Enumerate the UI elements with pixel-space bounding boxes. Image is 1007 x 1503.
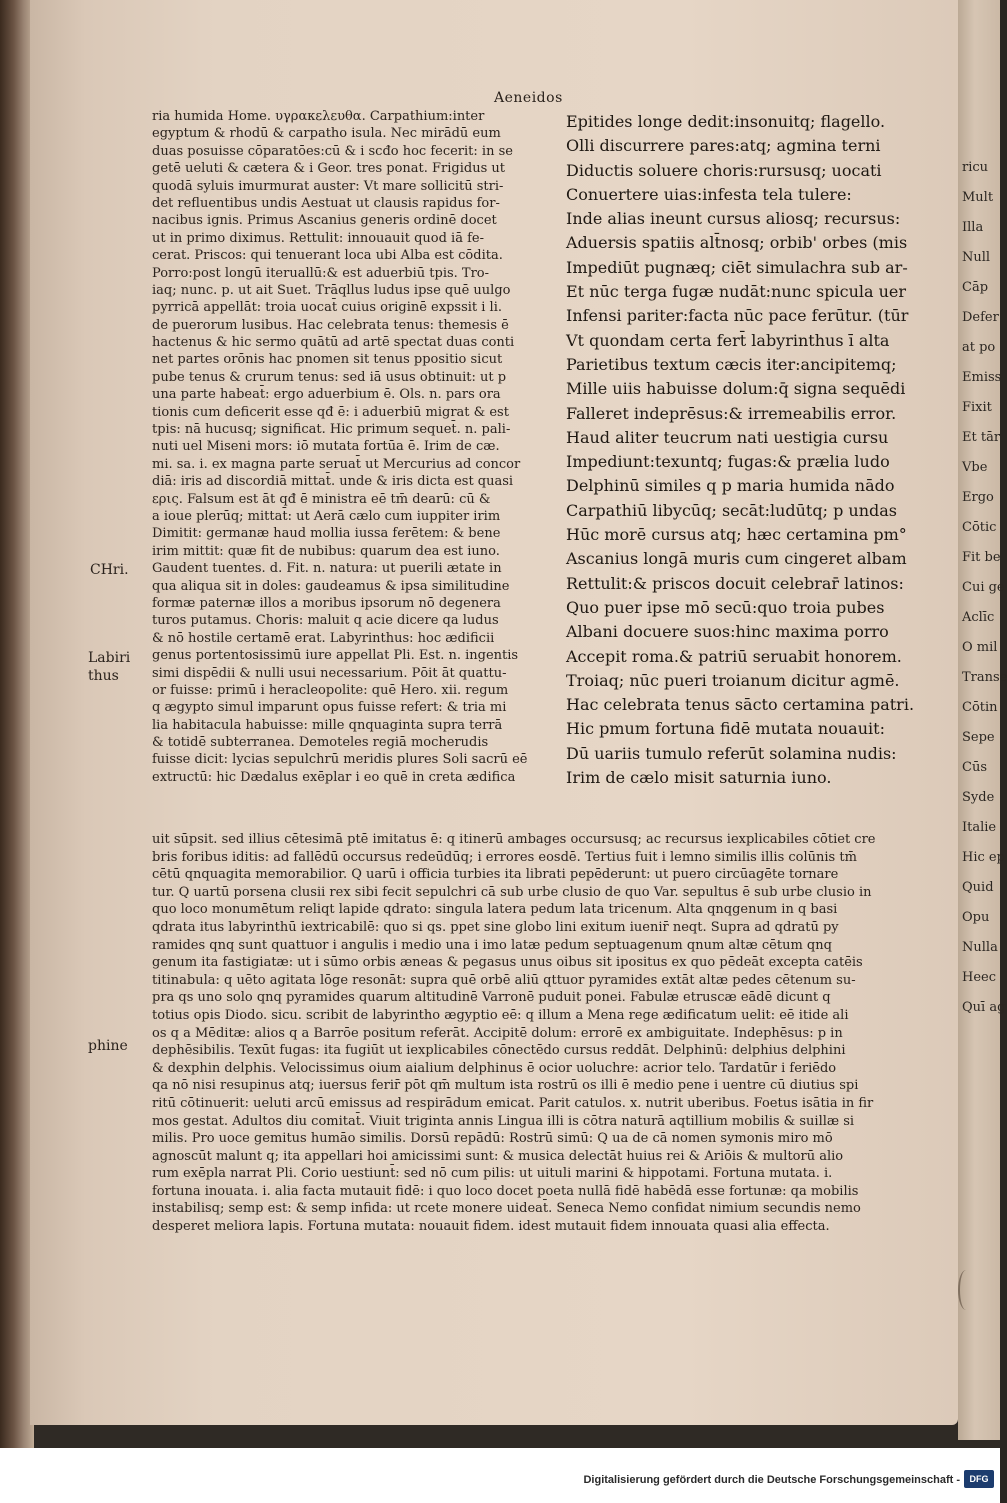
commentary-line: pyrricā appellāt: troia uocat̄ cuius originē expssit i li. — [152, 300, 503, 316]
marginal-note-chri: CHri. — [90, 562, 129, 578]
next-page-fragment: Cōtin — [962, 700, 998, 715]
verse-line: Infensi pariter:facta nūc pace ferūtur. (tūr — [566, 306, 909, 326]
commentary-line: net partes orōnis hac pnomen sit tenus ppositio sicut — [152, 352, 503, 368]
verse-line: Hūc morē cursus atq; hæc certamina pm° — [566, 525, 907, 545]
next-page-fragment: Heec — [962, 970, 997, 985]
verse-line: Ascanius longā muris cum cingeret albam — [566, 549, 907, 569]
commentary-line: nuti uel Miseni mors: iō mutata fortūa ē. Irim de cæ. — [152, 439, 500, 455]
commentary-continuation-line: uit sūpsit. sed illius cētesimā ptē imitatus ē: q itinerū ambages occursusq; ac recursus iexplicabiles cōtiet cre — [152, 832, 876, 847]
verse-line: Rettulit:& priscos docuit celebrar̄ latinos: — [566, 573, 904, 593]
commentary-line: q ægypto simul imparunt opus fuisse refert: & tria mi — [152, 700, 507, 716]
commentary-continuation-line: os q a Mēditæ: alios q a Barrōe positum referāt. Accipitē dolum: errorē ex ambiguitate. Indephēsus: p in — [152, 1025, 843, 1041]
verse-line: Hic pmum fortuna fidē mutata nouauit: — [566, 719, 885, 739]
digitization-credit: Digitalisierung gefördert durch die Deutsche Forschungsgemeinschaft - — [583, 1474, 960, 1486]
next-page-fragment: Transe — [962, 670, 1007, 685]
next-page-fragment: Italie — [962, 820, 997, 835]
commentary-line: or fuisse: primū i heracleopolite: quē Hero. xii. regum — [152, 682, 509, 698]
verse-line: Quo puer ipse mō secū:quo troia pubes — [566, 597, 885, 617]
marginal-note-labirinthus-1: Labiri — [88, 650, 131, 666]
next-page-fragment: Hic ep — [962, 850, 1005, 865]
verse-line: Albani docuere suos:hinc maxima porro — [566, 622, 889, 642]
commentary-line: Gaudent tuentes. d. Fit. n. natura: ut puerili ætate in — [152, 561, 502, 577]
commentary-line: fuisse dicit: lycias sepulchrū meridis plures Soli sacrū eē — [152, 752, 528, 768]
commentary-line: diā: iris ad discordiā mittat̄. unde & iris dicta est quasi — [152, 474, 514, 490]
verse-line: Inde alias ineunt cursus aliosq; recursus: — [566, 209, 901, 229]
commentary-continuation-line: fortuna inouata. i. alia facta mutauit fidē: i quo loco docet poeta nullā fidē habēdā esse fortunæ: qa mobilis — [152, 1183, 859, 1199]
verse-line: Diductis soluere choris:rursusq; uocati — [566, 160, 882, 180]
commentary-line: quodā syluis imurmurat auster: Vt mare sollicitū stri- — [152, 178, 504, 194]
running-header: Aeneidos — [494, 90, 563, 106]
commentary-line: getē ueluti & cætera & i Geor. tres ponat. Frigidus ut — [152, 161, 506, 177]
commentary-line: qua aliqua sit in doles: gaudeamus & ipsa similitudine — [152, 578, 510, 594]
commentary-line: ut in primo diximus. Rettulit: innouauit quod iā fe- — [152, 230, 484, 246]
commentary-line: iaq; nunc. p. ut ait Suet. Trāqllus ludus ipse quē uulgo — [152, 282, 511, 298]
next-page-fragment: Opu — [962, 910, 990, 925]
commentary-line: turos putamus. Choris: maluit q acie dicere qa ludus — [152, 613, 499, 629]
next-page-fragment: Defer — [962, 310, 999, 325]
verse-line: Mille uiis habuisse dolum:q̄ signa sequēdi — [566, 379, 906, 399]
verse-line: Haud aliter teucrum nati uestigia cursu — [566, 427, 889, 447]
commentary-line: lia habitacula habuisse: mille qnquaginta supra terrā — [152, 717, 503, 733]
next-page-fragment: Cui ge — [962, 580, 1005, 595]
marginal-note-labirinthus-2: thus — [88, 668, 119, 684]
next-page-fragment: Null — [962, 250, 991, 265]
commentary-line: egyptum & rhodū & carpatho isula. Nec mirādū eum — [152, 126, 501, 142]
commentary-continuation-line: quo loco monumētum reliqt lapide qdrato: singula latera pedum lata tricenum. Alta qnqgenum in q basi — [152, 902, 838, 918]
commentary-line: det refluentibus undis Aestuat ut clausis rapidus for- — [152, 195, 500, 211]
commentary-continuation-line: ritū cōtinuerit: ueluti arcū emissus ad respirādum emicat. Parit catulos. x. nutrit uberibus. Foetus isātia in fir — [152, 1095, 874, 1111]
commentary-continuation-line: mos gestat. Adultos diu comitat̄. Viuit triginta annis Lingua illi is cōtra naturā aqtillium mobilis & suillæ si — [152, 1113, 855, 1129]
commentary-line: genus portentosissimū iure appellat Pli. Est. n. ingentis — [152, 648, 519, 664]
commentary-line: & totidē subterranea. Demoteles regiā mocherudis — [152, 735, 489, 751]
next-page-edge — [958, 0, 1007, 1440]
next-page-fragment: Vbe — [962, 460, 988, 475]
next-page-fragment: Cōtic — [962, 520, 997, 535]
commentary-line: hactenus & hic sermo quātū ad artē spectat duas conti — [152, 335, 515, 351]
next-page-fragment: Syde — [962, 790, 995, 805]
commentary-line: cerat. Priscos: qui tenuerant loca ubi Alba est cōdita. — [152, 248, 503, 264]
commentary-line: ερις. Falsum est āt qđ ē ministra eē tm̄ dearū: cū & — [152, 491, 491, 507]
commentary-continuation-line: instabilisq; semp est: & semp infida: ut rcete monere uideat̄. Seneca Nemo confidat nimium secundis nemo — [152, 1201, 861, 1217]
commentary-line: simi dispēdii & nulli usui necessarium. Pōit āt quattu- — [152, 665, 507, 681]
verse-line: Troiaq; nūc pueri troianum dicitur agmē. — [566, 670, 900, 690]
commentary-continuation-line: genum ita fastigiatæ: ut i sūmo orbis æneas & pegasus unus oibus sit ipositus ex quo pēdeāt excepta catēis — [152, 955, 863, 971]
verse-line: Carpathiū libycūq; secāt:ludūtq; p undas — [566, 500, 897, 520]
commentary-continuation-line: totius opis Diodo. sicu. scribit de labyrintho ægyptio eē: q illum a Mena rege ædificatum uelit: eē itide ali — [152, 1007, 849, 1023]
verse-line: Falleret indeprēsus:& irremeabilis error. — [566, 403, 897, 423]
commentary-line: mi. sa. i. ex magna parte seruat̄ ut Mercurius ad concor — [152, 456, 521, 472]
commentary-line: extructū: hic Dædalus exēplar i eo quē in creta ædifica — [152, 769, 516, 785]
commentary-continuation-line: milis. Pro uoce gemitus humāo similis. Dorsū repādū: Rostrū simū: Q ua de cā nomen symonis miro mō — [152, 1131, 833, 1147]
commentary-line: a ioue plerūq; mittat̄: ut Aerā cælo cum iuppiter irim — [152, 508, 501, 524]
next-page-fragment: Ergo — [962, 490, 994, 505]
commentary-line: nacibus ignis. Primus Ascanius generis ordinē docet — [152, 213, 497, 229]
commentary-continuation-line: titinabula: q uēto agitata lōge resonāt: supra quē orbē aliū qttuor pyramides extāt altæ pedes cētenum su- — [152, 972, 856, 988]
commentary-line: Porro:post longū iteruallū:& est aduerbiū tpis. Tro- — [152, 265, 490, 281]
next-page-fragment: Quid — [962, 880, 994, 895]
next-page-fragment: Sepe — [962, 730, 995, 745]
commentary-line: tionis cum deficerit esse qđ ē: i aduerbiū migrat & est — [152, 404, 509, 420]
next-page-fragment: Quī ag — [962, 1000, 1006, 1015]
commentary-line: de puerorum lusibus. Hac celebrata tenus: themesis ē — [152, 317, 509, 333]
next-page-fragment: Fit be — [962, 550, 1001, 565]
next-page-fragment: Fixit — [962, 400, 992, 415]
verse-line: Conuertere uias:infesta tela tulere: — [566, 184, 852, 204]
commentary-line: ria humida Home. υγρακελευθα. Carpathium:inter — [152, 109, 485, 124]
commentary-continuation-line: dephēsibilis. Texūt fugas: ita fugiūt ut iexplicabiles cōnectēdo cursus reddāt. Delphinū: delphius delphini — [152, 1043, 846, 1059]
commentary-continuation-line: rum exēpla narrat Pli. Corio uestiunt̄: sed nō cum pilis: ut uituli marini & hippotami. Fortuna mutata. i. — [152, 1166, 833, 1182]
next-page-fragment: Nulla — [962, 940, 998, 955]
commentary-continuation — [152, 831, 940, 1236]
commentary-line: Dimitit: germanæ haud mollia iussa ferētem: & bene — [152, 526, 501, 542]
next-page-fragment: ricu — [962, 160, 989, 175]
next-page-fragment: Aclīc — [962, 610, 995, 625]
commentary-continuation-line: agnoscūt malunt q; ita appellari hoi amicissimi sunt: & musica delectāt huius rei & Ariōis & multorū alio — [152, 1148, 844, 1164]
verse-line: Parietibus textum cæcis iter:ancipitemq; — [566, 354, 897, 374]
dfg-logo: DFG — [964, 1470, 994, 1488]
commentary-continuation-line: desperet meliora lapis. Fortuna mutata: nouauit fidem. idest mutauit fidem innouata quasi alia effecta. — [152, 1219, 830, 1235]
verse-line: Et nūc terga fugæ nudāt:nunc spicula uer — [566, 282, 907, 302]
marginal-note-delphine: phine — [88, 1038, 128, 1054]
next-page-fragment: at po — [962, 340, 996, 355]
next-page-fragment: Et tār — [962, 430, 1001, 445]
next-page-fragment: Mult — [962, 190, 994, 205]
commentary-continuation-line: & dexphin delphis. Velocissimus oium aialium delphinus ē ocior uoluchre: acrior telo. Tardatūr i feriēdo — [152, 1060, 837, 1076]
commentary-continuation-line: qa nō nisi resupinus atq; iuersus ferir̄ pōt qm̄ multum ista rostrū os illi ē medio pene i uentre cū diutius spi — [152, 1078, 859, 1094]
next-page-fragment: O mil — [962, 640, 998, 655]
commentary-continuation-line: ramides qnq sunt quattuor i angulis i medio una i imo latæ pedum septuagenum qnum altæ cētum qnq — [152, 937, 832, 953]
verse-line: Hac celebrata tenus sācto certamina patri. — [566, 695, 915, 715]
commentary-continuation-line: tur. Q uartū porsena clusii rex sibi fecit sepulchri cā sub urbe clusio de quo Var. sepultus ē sub urbe clusio in — [152, 884, 872, 900]
commentary-continuation-line: bris foribus iditis: ad fallēdū occursus redeūdūq; i errores eosdē. Tertius fuit i lemno similis illis colūnis tm̄ — [152, 849, 857, 865]
book-binding-edge — [0, 0, 34, 1448]
commentary-continuation-line: cētū qnquagita memorabilior. Q uarū i officia turbies ita librati pepēderunt: ut puero circūagēte tornare — [152, 867, 839, 883]
verse-line: Impediūt pugnæq; ciēt simulachra sub ar- — [566, 257, 908, 277]
verse-line: Epitides longe dedit:insonuitq; flagello. — [566, 112, 886, 131]
next-page-fragment: Illa — [962, 220, 984, 235]
verse-line: Dū uariis tumulo referūt solamina nudis: — [566, 743, 897, 763]
next-page-fragment: Cāp — [962, 280, 989, 295]
commentary-line: formæ paternæ illos a moribus ipsorum nō degenera — [152, 595, 501, 611]
commentary-line: & nō hostile certamē erat. Labyrinthus: hoc ædificii — [152, 630, 495, 646]
commentary-line: duas posuisse cōparatōes:cū & i scđo hoc fecerit: in se — [152, 143, 513, 159]
verse-line: Delphinū similes q p maria humida nādo — [566, 476, 895, 496]
next-page-fragment: Cūs — [962, 760, 987, 775]
verse-line: Aduersis spatiis alt̄nosq; orbib' orbes (mis — [566, 233, 908, 253]
commentary-line: irim mittit: quæ fit de nubibus: quarum dea est iuno. — [152, 543, 500, 559]
verse-line: Irim de cælo misit saturnia iuno. — [566, 768, 832, 788]
commentary-line: pube tenus & crurum tenus: sed iā usus obtinuit: ut p — [152, 369, 507, 385]
commentary-continuation-line: pra qs uno solo qnq pyramides quarum altitudinē Varronē puduit ponei. Fabulæ etruscæ eādē dicunt q — [152, 990, 831, 1006]
verse-line: Vt quondam certa fert̄ labyrinthus ī alta — [566, 330, 890, 350]
commentary-column — [152, 108, 562, 786]
verse-line: Impediunt:texuntq; fugas:& prælia ludo — [566, 452, 890, 472]
commentary-continuation-line: qdrata itus labyrinthū iextricabilē: quo si qs. ppet sine globo lini exitum iuenir̄ neqt. Supra ad qdratū py — [152, 919, 839, 935]
next-page-fragment: Emiss — [962, 370, 1002, 385]
page-smudge — [958, 1270, 974, 1310]
verse-column — [566, 110, 946, 790]
verse-line: Accepit roma.& patriū seruabit honorem. — [566, 646, 902, 666]
commentary-line: una parte habeat̄: ergo aduerbium ē. Ols. n. pars ora — [152, 387, 501, 403]
verse-line: Olli discurrere pares:atq; agmina terni — [566, 136, 881, 156]
commentary-line: tpis: nā hucusq; significat. Hic primum sequet̄. n. pali- — [152, 422, 511, 438]
